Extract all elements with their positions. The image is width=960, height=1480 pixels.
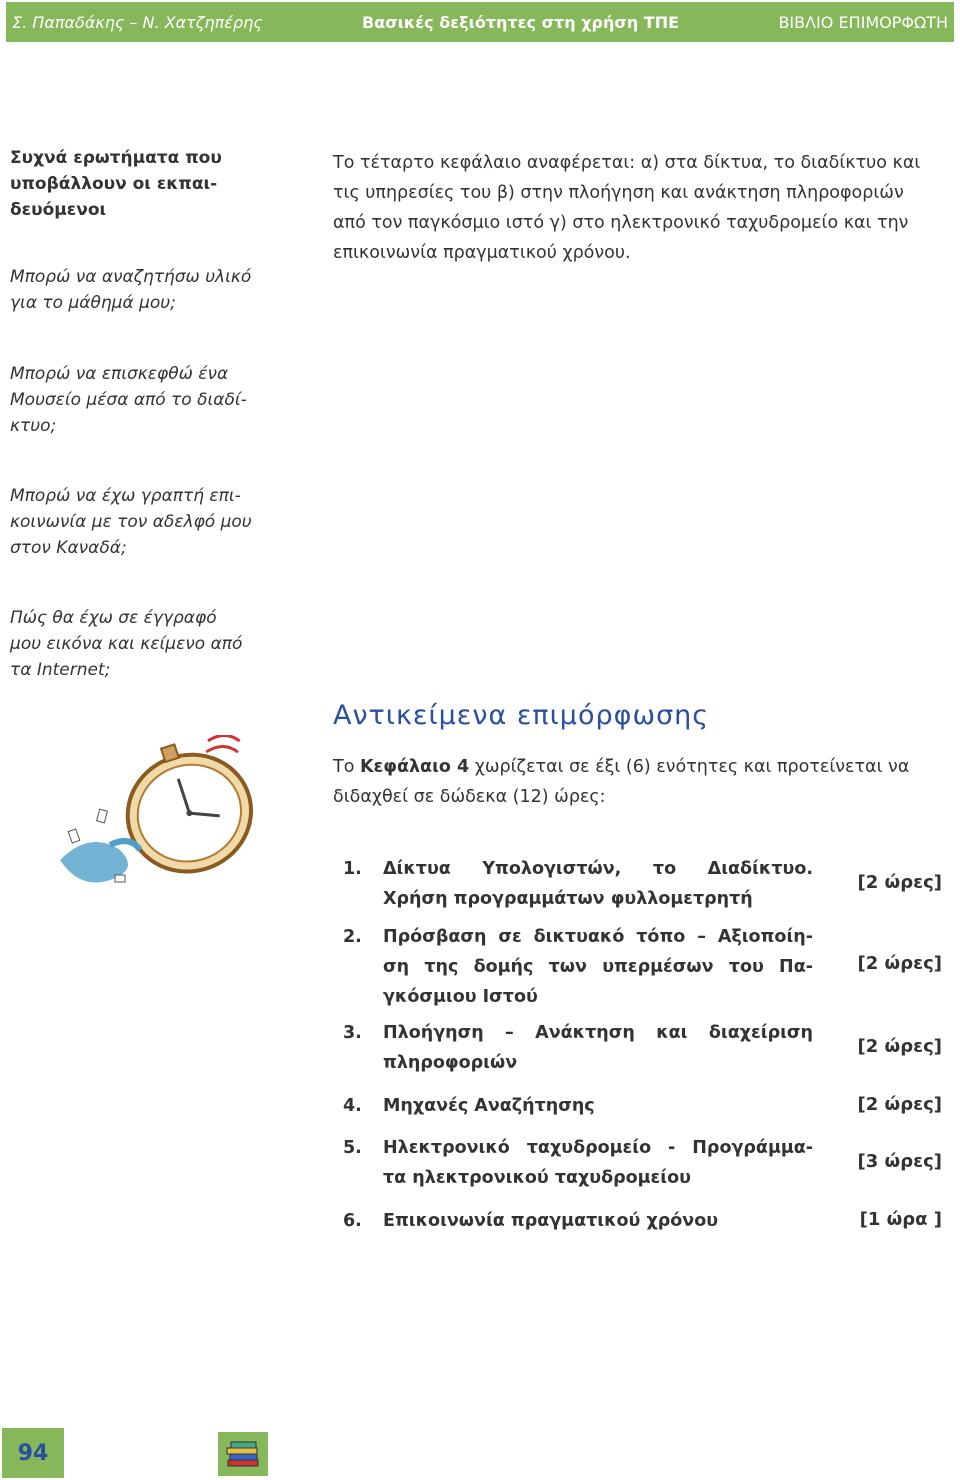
section-intro: Το Κεφάλαιο 4 χωρίζεται σε έξι (6) ενότητες και προτείνεται να διδαχθεί σε δώδεκα (12) ώρες: [333, 757, 910, 807]
sidebar-question-2: Μπορώ να επισκεφθώ ένα Μουσείο μέσα από το διαδί- κτυο; [10, 364, 247, 436]
chapter-reference: Κεφάλαιο 4 [359, 757, 470, 777]
sidebar-question-3: Μπορώ να έχω γραπτή επι- κοινωνία με τον αδελφό μου στον Καναδά; [10, 486, 252, 558]
sidebar-question-4: Πώς θα έχω σε έγγραφό μου εικόνα και κείμενο από τα Internet; [10, 608, 243, 680]
hours-label: [1 ώρα ] [859, 1209, 942, 1230]
hours-label: [2 ώρες] [857, 1094, 942, 1115]
hours-label: [2 ώρες] [857, 872, 942, 893]
page-number: 94 [2, 1428, 64, 1478]
page-header [6, 2, 954, 42]
section-title: Αντικείμενα επιμόρφωσης [333, 700, 710, 731]
stopwatch-clipart-icon [40, 735, 270, 895]
books-icon [218, 1432, 268, 1476]
hours-label: [2 ώρες] [857, 953, 942, 974]
header-book-label: ΒΙΒΛΙΟ ΕΠΙΜΟΡΦΩΤΗ [778, 12, 948, 32]
sidebar-question-1: Μπορώ να αναζητήσω υλικό για το μάθημά μου; [10, 267, 252, 313]
sidebar-heading: Συχνά ερωτήματα που υποβάλλουν οι εκπαι- δευόμενοι [10, 148, 222, 220]
header-title: Βασικές δεξιότητες στη χρήση ΤΠΕ [362, 12, 680, 32]
header-authors: Σ. Παπαδάκης – Ν. Χατζηπέρης [12, 12, 263, 32]
hours-label: [3 ώρες] [857, 1151, 942, 1172]
hours-label: [2 ώρες] [857, 1036, 942, 1057]
chapter-intro-paragraph: Το τέταρτο κεφάλαιο αναφέρεται: α) στα δίκτυα, το διαδίκτυο και τις υπηρεσίες του β) στην πλοήγηση και ανάκτηση πληροφοριών από τον παγκόσμιο ιστό γ) στο ηλεκτρονικό ταχυδρομείο και την επικοινωνία πραγματικού χρόνου. [333, 153, 921, 263]
